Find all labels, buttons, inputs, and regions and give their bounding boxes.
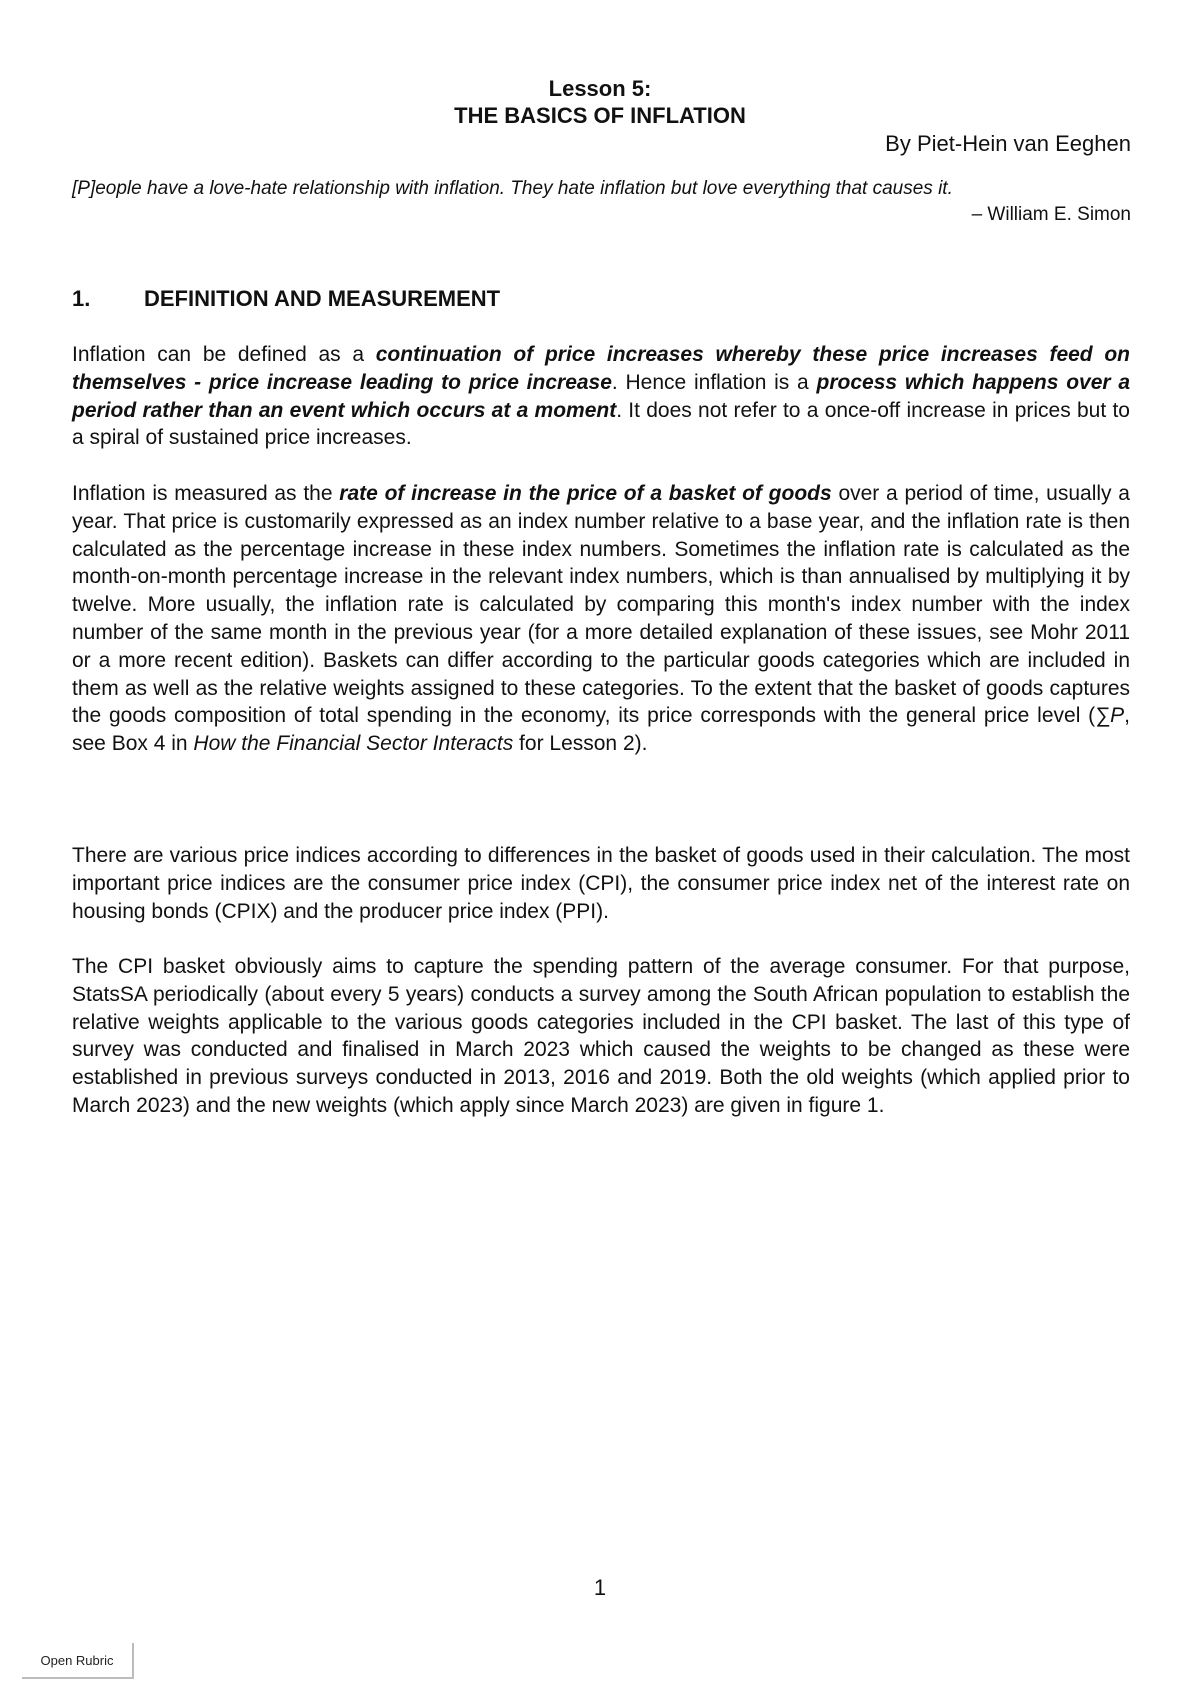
paragraph-cpi-basket: The CPI basket obviously aims to capture the spending pattern of the average consumer. For that purpose, StatsSA periodically (about every 5 years) conducts a survey among the South African population to establish the relative weights applicable to the various goods categories included in the CPI basket. The last of this type of survey was conducted and finalised in March 2023 which caused the weights to be changed as these were established in previous surveys conducted in 2013, 2016 and 2019. Both the old weights (which applied prior to March 2023) and the new weights (which apply since March 2023) are given in figure 1. [72,955,1130,1117]
paragraph-measurement [72,480,1130,758]
emphasis-run: continuation of price increases whereby these price increases feed on themselves - price increase leading to price increase [72,343,1130,394]
text-run: Inflation is measured as the [72,482,340,505]
text-run: for Lesson 2). [513,732,648,756]
italic-run: How the Financial Sector Interacts [193,732,514,756]
paragraph-price-indices: There are various price indices according to differences in the basket of goods used in their calculation. The most important price indices are the consumer price index (CPI), the consumer price index net of the interest rate on housing bonds (CPIX) and the producer price index (PPI). [72,844,1130,923]
emphasis-run: process which happens over a period rather than an event which occurs at a moment [72,370,1131,422]
author-byline: By Piet-Hein van Eeghen [885,131,1131,156]
document-title: THE BASICS OF INFLATION [454,103,746,128]
text-run: over a period of time, usually a year. That price is customarily expressed as an index number relative to a base year, and the inflation rate is then calculated as the percentage increase in these index numbers. Sometimes the inflation rate is calculated as the month-on-month percentage increase in the relevant index numbers, which is than annualised by multiplying it by twelve. More usually, the inflation rate is calculated by comparing this month's index number with the index number of the same month in the previous year (for a more detailed explanation of these issues, see Mohr 2011 or a more recent edition). Baskets can differ according to the particular goods categories which are included in them as well as the relative weights assigned to these categories. To the extent that the basket of goods captures the goods composition of total spending in the economy, its price corresponds with the general price level ( [72,482,1130,728]
epigraph-attribution: – William E. Simon [971,204,1131,225]
section-heading [72,286,500,312]
page-number: 1 [593,1575,607,1600]
lesson-label: Lesson 5: [548,76,652,101]
text-run: . Hence inflation is a [611,370,817,394]
italic-run: ∑P [1095,704,1125,728]
text-run: . It does not refer to a once-off increase in prices but to a spiral of sustained price increases. [72,398,1130,450]
text-run: Inflation can be defined as a [72,343,376,366]
emphasis-run: rate of increase in the price of a basket of goods [339,482,832,505]
paragraph-definition [72,341,1130,452]
section-number: 1. [72,286,91,311]
text-run: , see Box 4 in [72,704,1130,756]
section-title: DEFINITION AND MEASUREMENT [144,286,501,311]
epigraph-quote: [P]eople have a love-hate relationship with inflation. They hate inflation but love everything that causes it. [72,178,953,199]
open-rubric-button[interactable]: Open Rubric [22,1643,134,1679]
